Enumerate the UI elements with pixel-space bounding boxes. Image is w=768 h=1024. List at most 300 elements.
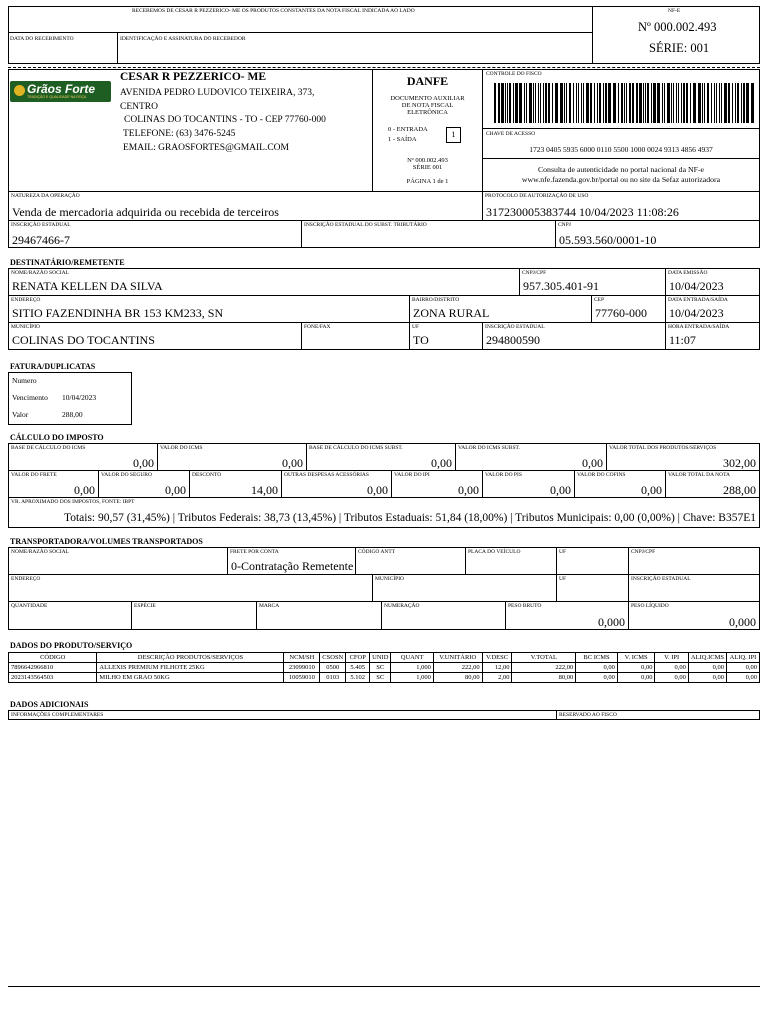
danfe-saida: 1 - SAÍDA <box>388 136 417 143</box>
fatura-box <box>8 372 132 425</box>
dest-hora-label: HORA ENTRADA/SAÍDA <box>668 324 730 330</box>
barcode-bar <box>721 83 722 123</box>
logo-leaf-icon <box>14 85 25 96</box>
tr-especie-label: ESPÉCIE <box>134 603 156 609</box>
barcode-bar <box>681 83 682 123</box>
tr-liquido-box <box>628 601 760 630</box>
dest-fone-box <box>301 322 410 350</box>
col-vdesc: V.DESC <box>482 653 512 663</box>
natureza-label: NATUREZA DA OPERAÇÃO <box>11 193 80 199</box>
cell-vicms: 0,00 <box>617 673 655 683</box>
dest-bairro-label: BAIRRO/DISTRITO <box>412 297 460 303</box>
footer-line <box>8 986 760 987</box>
tr-municipio-label: MUNICÍPIO <box>375 576 405 582</box>
danfe-number: Nº 000.002.493 <box>407 157 448 164</box>
dest-cpf-box <box>519 268 666 296</box>
col-vipi: V. IPI <box>655 653 688 663</box>
fisco-chave: 1723 0405 5935 6000 0110 5500 1000 0024 9313 4856 4937 <box>529 145 713 154</box>
barcode-bar <box>507 83 508 123</box>
dest-nome: RENATA KELLEN DA SILVA <box>12 279 163 293</box>
imp-cofins <box>574 470 666 498</box>
adicionais-section: DADOS ADICIONAIS <box>10 700 89 709</box>
danfe-tipo-box <box>446 127 461 143</box>
natureza-box <box>8 191 483 221</box>
barcode-bar <box>686 83 688 123</box>
natureza-value: Venda de mercadoria adquirida ou recebida de terceiros <box>12 205 279 219</box>
cell-vtotal: 222,00 <box>512 663 576 673</box>
imp-pis-value: 0,00 <box>550 483 571 497</box>
barcode-bar <box>545 83 547 123</box>
tr-bruto: 0,000 <box>598 615 625 629</box>
barcode-bar <box>716 83 717 123</box>
barcode-bar <box>555 83 558 123</box>
dest-endereco-label: ENDEREÇO <box>11 297 41 303</box>
danfe-entrada: 0 - ENTRADA <box>388 126 428 133</box>
emitente-phone: TELEFONE: (63) 3476-5245 <box>123 129 236 139</box>
barcode-bar <box>664 83 665 123</box>
dest-entrada-box <box>665 295 760 323</box>
col-unid: UNID <box>370 653 391 663</box>
produtos-header-row <box>9 653 760 663</box>
barcode <box>494 83 756 123</box>
danfe-tipo: 1 <box>451 130 456 139</box>
cell-bcicms: 0,00 <box>576 663 618 673</box>
barcode-bar <box>513 83 514 123</box>
cell-cfop: 5.102 <box>346 673 370 683</box>
logo-tagline: TRADIÇÃO E QUALIDADE NA ROÇA <box>27 95 87 99</box>
protocolo-box <box>482 191 760 221</box>
dest-entrada-label: DATA ENTRADA/SAÍDA <box>668 297 728 303</box>
barcode-bar <box>624 83 625 123</box>
emitente-email: EMAIL: GRAOSFORTES@GMAIL.COM <box>123 143 289 153</box>
cell-aliqipi: 0,00 <box>726 673 759 683</box>
barcode-bar <box>653 83 656 123</box>
imp-icms-label: VALOR DO ICMS <box>160 445 203 451</box>
barcode-bar <box>564 83 565 123</box>
col-ncm: NCM/SH <box>284 653 320 663</box>
barcode-bar <box>613 83 616 123</box>
barcode-bar <box>608 83 611 123</box>
cut-line <box>8 67 760 68</box>
imp-bc-st-value: 0,00 <box>431 456 452 470</box>
imp-total-nota <box>665 470 760 498</box>
barcode-bar <box>719 83 720 123</box>
canhoto-signature-label: IDENTIFICAÇÃO E ASSINATURA DO RECEBEDOR <box>120 36 246 42</box>
barcode-bar <box>639 83 642 123</box>
col-csosn: CSOSN <box>320 653 346 663</box>
produtos-section: DADOS DO PRODUTO/SERVIÇO <box>10 641 133 650</box>
imp-frete-value: 0,00 <box>74 483 95 497</box>
danfe-desc1: DOCUMENTO AUXILIAR <box>390 95 465 102</box>
barcode-bar <box>702 83 703 123</box>
emitente-address2: CENTRO <box>120 102 158 112</box>
cell-aliqicms: 0,00 <box>688 663 726 673</box>
info-complementares-label: INFORMAÇÕES COMPLEMENTARES <box>11 712 104 718</box>
imp-icms-value: 0,00 <box>282 456 303 470</box>
imp-tributos-label: VR. APROXIMADO DOS IMPOSTOS, FONTE: IBPT <box>11 499 135 505</box>
barcode-bar <box>632 83 634 123</box>
tr-nome-box <box>8 547 228 575</box>
imp-bc-icms-label: BASE DE CÁLCULO DO ICMS <box>11 445 86 451</box>
tr-frete: 0-Contratação Remetente <box>231 559 354 573</box>
reservado-fisco-box <box>556 710 760 720</box>
tr-frete-label: FRETE POR CONTA <box>230 549 279 555</box>
col-aliqicms: ALIQ.ICMS <box>688 653 726 663</box>
barcode-bar <box>543 83 544 123</box>
tr-liquido-label: PESO LÍQUIDO <box>631 603 669 609</box>
barcode-bar <box>673 83 674 123</box>
imp-icms <box>157 443 307 471</box>
tr-placa-label: PLACA DO VEÍCULO <box>468 549 521 555</box>
imp-cofins-label: VALOR DO COFINS <box>577 472 626 478</box>
barcode-bar <box>548 83 550 123</box>
company-logo <box>10 81 111 102</box>
dest-cep: 77760-000 <box>595 306 647 320</box>
dest-endereco: SITIO FAZENDINHA BR 153 KM233, SN <box>12 306 224 320</box>
cnpj-value: 05.593.560/0001-10 <box>559 233 657 247</box>
cell-aliqicms: 0,00 <box>688 673 726 683</box>
ie-st-box <box>301 220 556 248</box>
barcode-bar <box>494 83 496 123</box>
dest-emissao-label: DATA EMISSÃO <box>668 270 708 276</box>
tr-uf2-label: UF <box>559 576 567 582</box>
barcode-bar <box>698 83 701 123</box>
barcode-bar <box>676 83 677 123</box>
emitente-city: COLINAS DO TOCANTINS - TO - CEP 77760-000 <box>124 115 326 125</box>
imp-ipi-label: VALOR DO IPI <box>394 472 430 478</box>
cell-quant: 1,000 <box>391 673 433 683</box>
barcode-bar <box>751 83 754 123</box>
dest-cpf-label: CNPJ/CPF <box>522 270 547 276</box>
fisco-consulta1: Consulta de autenticidade no portal nacional da NF-e <box>537 165 705 174</box>
dest-ie: 294800590 <box>486 333 540 347</box>
ie-value: 29467466-7 <box>12 233 70 247</box>
imp-total-produtos-label: VALOR TOTAL DOS PRODUTOS/SERVIÇOS <box>609 445 717 451</box>
barcode-bar <box>583 83 584 123</box>
tr-qtd-box <box>8 601 132 630</box>
barcode-bar <box>590 83 592 123</box>
imp-bc-icms-value: 0,00 <box>133 456 154 470</box>
danfe-title: DANFE <box>406 74 449 88</box>
barcode-bar <box>533 83 534 123</box>
barcode-bar <box>597 83 598 123</box>
cell-aliqipi: 0,00 <box>726 663 759 673</box>
tr-placa-box <box>465 547 557 575</box>
cell-vipi: 0,00 <box>655 663 688 673</box>
tr-ie-box <box>628 574 760 602</box>
barcode-bar <box>505 83 506 123</box>
canhoto-received-text: RECEBEMOS DE CESAR R PEZZERICO- ME OS PRODUTOS CONSTANTES DA NOTA FISCAL INDICADA AO LADO <box>132 8 415 14</box>
cell-vunit: 80,00 <box>433 673 482 683</box>
cell-descricao: MILHO EM GRAO 50KG <box>97 673 284 683</box>
dest-entrada: 10/04/2023 <box>669 306 724 320</box>
barcode-bar <box>671 83 672 123</box>
imp-bc-st <box>306 443 456 471</box>
barcode-bar <box>560 83 563 123</box>
barcode-bar <box>662 83 663 123</box>
fisco-divider-1 <box>482 128 760 129</box>
dest-cpf: 957.305.401-91 <box>523 279 599 293</box>
barcode-bar <box>535 83 536 123</box>
cell-csosn: 0103 <box>320 673 346 683</box>
cell-vdesc: 12,00 <box>482 663 512 673</box>
barcode-bar <box>626 83 627 123</box>
imp-tributos-value: Totais: 90,57 (31,45%) | Tributos Federais: 38,73 (13,45%) | Tributos Estaduais: 51,84 (18,00%) | Tributos Municipais: 0,00 (0,00%) | Chave: B357E1 <box>63 512 756 524</box>
cell-vtotal: 80,00 <box>512 673 576 683</box>
barcode-bar <box>737 83 739 123</box>
imp-pis <box>482 470 575 498</box>
canhoto-divider-v <box>592 6 593 64</box>
imp-cofins-value: 0,00 <box>641 483 662 497</box>
fatura-section: FATURA/DUPLICATAS <box>10 362 96 371</box>
cell-csosn: 0500 <box>320 663 346 673</box>
cell-codigo: 7896642966810 <box>9 663 97 673</box>
barcode-bar <box>509 83 511 123</box>
barcode-bar <box>573 83 574 123</box>
imp-tributos-box <box>8 497 760 528</box>
emitente-address1: AVENIDA PEDRO LUDOVICO TEIXEIRA, 373, <box>120 88 315 98</box>
cnpj-box <box>555 220 760 248</box>
cell-quant: 1,000 <box>391 663 433 673</box>
fatura-valor: 288,00 <box>62 410 83 419</box>
cell-ncm: 23099010 <box>284 663 320 673</box>
barcode-bar <box>581 83 582 123</box>
dest-nome-box <box>8 268 520 296</box>
danfe-desc2: DE NOTA FISCAL <box>401 102 454 109</box>
barcode-bar <box>651 83 652 123</box>
cnpj-label: CNPJ <box>558 222 571 228</box>
danfe-page: PÁGINA 1 de 1 <box>406 178 449 185</box>
barcode-bar <box>526 83 527 123</box>
tr-cnpj-box <box>628 547 760 575</box>
tr-endereco-box <box>8 574 373 602</box>
danfe-serie: SÉRIE 001 <box>412 164 443 171</box>
tr-qtd-label: QUANTIDADE <box>11 603 48 609</box>
canhoto-divider-v2 <box>117 32 118 64</box>
dest-hora-box <box>665 322 760 350</box>
dest-bairro: ZONA RURAL <box>413 306 490 320</box>
imp-outras-label: OUTRAS DESPESAS ACESSÓRIAS <box>284 472 369 478</box>
barcode-bar <box>704 83 705 123</box>
barcode-bar <box>552 83 553 123</box>
barcode-bar <box>741 83 742 123</box>
dest-emissao-box <box>665 268 760 296</box>
imp-total-nota-value: 288,00 <box>723 483 756 497</box>
barcode-bar <box>515 83 518 123</box>
barcode-bar <box>667 83 670 123</box>
cell-descricao: ALLEXIS PREMIUM FILHOTE 25KG <box>97 663 284 673</box>
barcode-bar <box>743 83 745 123</box>
tr-marca-box <box>256 601 382 630</box>
imp-total-produtos-value: 302,00 <box>723 456 756 470</box>
ie-box <box>8 220 302 248</box>
barcode-bar <box>586 83 589 123</box>
dest-hora: 11:07 <box>669 333 696 347</box>
fisco-chave-label: CHAVE DE ACESSO <box>486 131 536 137</box>
imp-total-nota-label: VALOR TOTAL DA NOTA <box>668 472 731 478</box>
col-vicms: V. ICMS <box>617 653 655 663</box>
transporte-section: TRANSPORTADORA/VOLUMES TRANSPORTADOS <box>10 537 203 546</box>
imp-icms-st-value: 0,00 <box>582 456 603 470</box>
barcode-bar <box>714 83 715 123</box>
cell-vdesc: 2,00 <box>482 673 512 683</box>
tr-numeracao-box <box>381 601 506 630</box>
dest-municipio: COLINAS DO TOCANTINS <box>12 333 155 347</box>
barcode-bar <box>599 83 601 123</box>
barcode-bar <box>540 83 541 123</box>
dest-cep-box <box>591 295 666 323</box>
dest-bairro-box <box>409 295 592 323</box>
barcode-bar <box>524 83 525 123</box>
barcode-bar <box>576 83 577 123</box>
canhoto-nfe-label: NF-E <box>668 8 681 14</box>
tr-bruto-box <box>505 601 629 630</box>
protocolo-value: 317230005383744 10/04/2023 11:08:26 <box>486 205 679 219</box>
cell-cfop: 5.405 <box>346 663 370 673</box>
dest-fone-label: FONE/FAX <box>304 324 331 330</box>
imp-outras-value: 0,00 <box>367 483 388 497</box>
cell-unid: SC <box>370 673 391 683</box>
imp-seguro <box>98 470 190 498</box>
col-vtotal: V.TOTAL <box>512 653 576 663</box>
fisco-controle-label: CONTROLE DO FISCO <box>486 71 542 77</box>
barcode-bar <box>498 83 500 123</box>
table-row <box>9 673 760 683</box>
cell-ncm: 10059010 <box>284 673 320 683</box>
barcode-bar <box>678 83 679 123</box>
info-complementares-box <box>8 710 557 720</box>
barcode-bar <box>693 83 696 123</box>
canhoto-divider-h <box>8 32 593 33</box>
col-quant: QUANT <box>391 653 433 663</box>
fisco-consulta2: www.nfe.fazenda.gov.br/portal ou no site da Sefaz autorizadora <box>521 175 721 184</box>
tr-bruto-label: PESO BRUTO <box>508 603 542 609</box>
cell-vicms: 0,00 <box>617 663 655 673</box>
col-codigo: CÓDIGO <box>9 653 97 663</box>
cell-bcicms: 0,00 <box>576 673 618 683</box>
fatura-vencimento-label: Vencimento <box>12 393 48 402</box>
tr-ie-label: INSCRIÇÃO ESTADUAL <box>631 576 691 582</box>
dest-uf: TO <box>413 333 429 347</box>
tr-nome-label: NOME/RAZÃO SOCIAL <box>11 549 69 555</box>
imp-icms-st-label: VALOR DO ICMS SUBST. <box>458 445 520 451</box>
dest-ie-box <box>482 322 666 350</box>
barcode-bar <box>578 83 579 123</box>
barcode-bar <box>618 83 619 123</box>
ie-label: INSCRIÇÃO ESTADUAL <box>11 222 71 228</box>
barcode-bar <box>538 83 539 123</box>
imp-ipi-value: 0,00 <box>458 483 479 497</box>
dest-emissao: 10/04/2023 <box>669 279 724 293</box>
col-descricao: DESCRIÇÃO PRODUTOS/SERVIÇOS <box>97 653 284 663</box>
tr-antt-box <box>355 547 466 575</box>
imp-desconto-label: DESCONTO <box>192 472 222 478</box>
emitente-name: CESAR R PEZZERICO- ME <box>120 71 267 83</box>
ie-st-label: INSCRIÇÃO ESTADUAL DO SUBST. TRIBUTÁRIO <box>304 222 427 228</box>
barcode-bar <box>735 83 736 123</box>
cell-unid: SC <box>370 663 391 673</box>
imp-seguro-label: VALOR DO SEGURO <box>101 472 152 478</box>
barcode-bar <box>728 83 730 123</box>
barcode-bar <box>690 83 691 123</box>
imp-desconto <box>189 470 282 498</box>
imp-frete <box>8 470 99 498</box>
tr-cnpj-label: CNPJ/CPF <box>631 549 656 555</box>
imp-total-produtos <box>606 443 760 471</box>
imp-outras <box>281 470 392 498</box>
col-vunit: V.UNITÁRIO <box>433 653 482 663</box>
barcode-bar <box>746 83 749 123</box>
barcode-bar <box>732 83 733 123</box>
tr-especie-box <box>131 601 257 630</box>
barcode-bar <box>711 83 712 123</box>
tr-municipio-box <box>372 574 557 602</box>
col-bcicms: BC ICMS <box>576 653 618 663</box>
tr-antt-label: CÓDIGO ANTT <box>358 549 396 555</box>
barcode-bar <box>594 83 595 123</box>
imp-frete-label: VALOR DO FRETE <box>11 472 57 478</box>
barcode-bar <box>636 83 638 123</box>
col-aliqipi: ALIQ. IPI <box>726 653 759 663</box>
tr-uf2-box <box>556 574 629 602</box>
fatura-vencimento: 10/04/2023 <box>62 393 97 402</box>
dest-uf-box <box>409 322 483 350</box>
barcode-bar <box>645 83 646 123</box>
barcode-bar <box>569 83 571 123</box>
barcode-bar <box>621 83 623 123</box>
imp-seguro-value: 0,00 <box>165 483 186 497</box>
produtos-table <box>8 652 760 683</box>
tr-uf-label: UF <box>559 549 567 555</box>
barcode-bar <box>605 83 607 123</box>
dest-municipio-box <box>8 322 302 350</box>
tr-endereco-label: ENDEREÇO <box>11 576 41 582</box>
fisco-divider-2 <box>482 158 760 159</box>
barcode-bar <box>643 83 644 123</box>
danfe-desc3: ELETRÔNICA <box>407 109 448 116</box>
destinatario-section: DESTINATÁRIO/REMETENTE <box>10 258 125 267</box>
logo-text: Grãos Forte <box>27 82 96 96</box>
barcode-bar <box>529 83 532 123</box>
imp-bc-st-label: BASE DE CÁLCULO DO ICMS SUBST. <box>309 445 403 451</box>
canhoto-box <box>8 6 760 64</box>
imp-bc-icms <box>8 443 158 471</box>
barcode-bar <box>724 83 727 123</box>
barcode-bar <box>657 83 660 123</box>
dest-nome-label: NOME/RAZÃO SOCIAL <box>11 270 69 276</box>
col-cfop: CFOP <box>346 653 370 663</box>
table-row <box>9 663 760 673</box>
dest-municipio-label: MUNICÍPIO <box>11 324 41 330</box>
cell-codigo: 2023143564503 <box>9 673 97 683</box>
barcode-bar <box>501 83 504 123</box>
tr-marca-label: MARCA <box>259 603 280 609</box>
imposto-section: CÁLCULO DO IMPOSTO <box>10 433 104 442</box>
fatura-numero-label: Numero <box>12 376 37 385</box>
barcode-bar <box>629 83 631 123</box>
dest-uf-label: UF <box>412 324 420 330</box>
canhoto-serie: SÉRIE: 001 <box>649 41 710 55</box>
imp-ipi <box>391 470 483 498</box>
barcode-bar <box>519 83 522 123</box>
tr-frete-box <box>227 547 356 575</box>
canhoto-date-label: DATA DO RECEBIMENTO <box>10 36 74 42</box>
tr-liquido: 0,000 <box>729 615 756 629</box>
dest-ie-label: INSCRIÇÃO ESTADUAL <box>485 324 545 330</box>
barcode-bar <box>603 83 604 123</box>
fatura-valor-label: Valor <box>12 410 29 419</box>
cell-vunit: 222,00 <box>433 663 482 673</box>
